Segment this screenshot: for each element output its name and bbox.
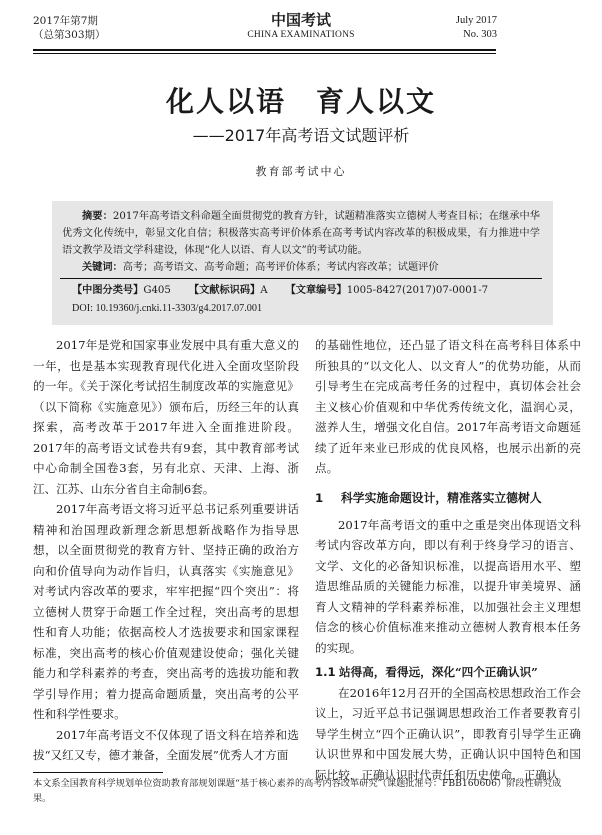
paragraph: 2017年高考语文的重中之重是突出体现语文科考试内容改革方向，即以有利于终身学习的语言、文学、文化的必备知识标准，以提高语用水平、塑造思维品质的关键能力标准，以提升审美境界、涵育人文精神的学科素养标准，以加强社会主义理想信念的核心价值标准来推动立德树人教育根本任务的实现。 — [315, 517, 581, 655]
number-en: No. 303 — [463, 29, 497, 40]
paragraph: 2017年是党和国家事业发展中具有重大意义的一年，也是基本实现教育现代化进入全面攻坚阶段的一年。《关于深化考试招生制度改革的实施意见》（以下简称《实施意见》）颁布后，历经三年的认真探索，高考改革于2017年进入全面推进阶段。2017年的高考语文试卷共有9套，其中教育部考试中心命制全国卷3套，另有北京、天津、上海、浙江、江苏、山东分省自主命制6套。 — [33, 338, 299, 496]
doi: DOI: 10.19360/j.cnki.11-3303/g4.2017.07.001 — [72, 303, 263, 314]
header-rule-thick — [33, 49, 496, 51]
subsection-title: 站得高，看得远，深化“四个正确认识” — [339, 665, 538, 679]
total-issue-cn: （总第303期） — [33, 29, 106, 41]
journal-name-cn: 中国考试 — [270, 11, 331, 29]
body-column-right — [315, 335, 581, 785]
clc-label: 【中图分类号】 — [72, 285, 144, 296]
paragraph: 的基础性地位，还凸显了语文科在高考科目体系中所独具的“以文化人、以文育人”的优势功能，从而引导考生在完成高考任务的过程中，真切体会社会主义核心价值观和中华优秀传统文化，温润心灵，滋养人生，增强文化自信。2017年高考语文命题延续了近年来业已形成的优良风格，也展示出新的亮点。 — [315, 338, 581, 475]
article-no-label: 【文章编号】 — [285, 285, 347, 296]
header-rule-thin — [33, 53, 496, 54]
section-heading — [315, 487, 581, 509]
header-issue-right — [456, 14, 497, 42]
journal-name-en: CHINA EXAMINATIONS — [247, 30, 355, 40]
paragraph: 在2016年12月召开的全国高校思想政治工作会议上，习近平总书记强调思想政治工作者要教育引导学生树立“四个正确认识”，即教育引导学生正确认识世界和中国发展大势，正确认识中国特色和国际比较，正确认识时代责任和历史使命，正确认 — [315, 685, 581, 782]
article-no-value: 1005-8427(2017)07-0001-7 — [346, 285, 489, 296]
paragraph: 2017年高考语文不仅体现了语文科在培养和选拔“又红又专，德才兼备，全面发展”优秀人才方面 — [33, 727, 299, 762]
clc-value: G405 — [143, 285, 171, 296]
footnote: 本文系全国教育科学规划单位资助教育部规划课题“基于核心素养的高考内容改革研究”（课题批准号：FBB160606）阶段性研究成果。 — [33, 778, 562, 804]
doc-code-label: 【文献标识码】 — [188, 285, 261, 296]
abstract — [62, 208, 540, 259]
body-column-left — [33, 335, 299, 766]
article-author: 教育部考试中心 — [255, 165, 347, 178]
issue-en: July 2017 — [455, 15, 497, 26]
keywords — [62, 259, 540, 276]
title-part-2: 育人以文 — [316, 85, 437, 118]
abstract-divider — [60, 278, 542, 279]
keywords-label: 关键词： — [82, 262, 123, 273]
footnote-rule — [33, 772, 163, 773]
abstract-text: 2017年高考语文科命题全面贯彻党的教育方针，试题精准落实立德树人考查目标；在继承中华优秀文化传统中，彰显文化自信；积极落实高考评价体系在高考考试内容改革的积极成果，有力推进中学语文教学及语文学科建设，体现“化人以语、育人以文”的考试功能。 — [62, 211, 540, 256]
title-part-1: 化人以语 — [165, 85, 286, 118]
subsection-heading — [315, 662, 581, 683]
doc-code-value: A — [260, 285, 268, 296]
paragraph: 2017年高考语文将习近平总书记系列重要讲话精神和治国理政新理念新思想新战略作为指导思想，以全面贯彻党的教育方针、坚持正确的政治方向和价值导向为动作旨归，认真落实《实施意见》对考试内容改革的要求，牢牢把握“四个突出”：将立德树人贯穿于命题工作全过程，突出高考的思想性和育人功能；依据高校人才选拔要求和国家课程标准，突出高考的核心价值观建设使命；强化关键能力和学科素养的考查，突出高考的选拔功能和教学引导作用；着力提高命题质量，突出高考的公平性和科学性要求。 — [33, 502, 299, 721]
section-title: 科学实施命题设计，精准落实立德树人 — [341, 490, 542, 505]
article-title — [0, 84, 602, 120]
abstract-label: 摘要： — [82, 211, 113, 222]
journal-name — [0, 11, 602, 41]
classification-line — [72, 283, 488, 299]
keywords-text: 高考；高考语文、高考命题；高考评价体系；考试内容改革；试题评价 — [122, 262, 439, 273]
section-number: 1 — [315, 490, 324, 505]
article-subtitle: ——2017年高考语文试题评析 — [192, 126, 410, 145]
issue-cn: 2017年第7期 — [33, 15, 98, 27]
subsection-number: 1.1 — [315, 665, 336, 679]
